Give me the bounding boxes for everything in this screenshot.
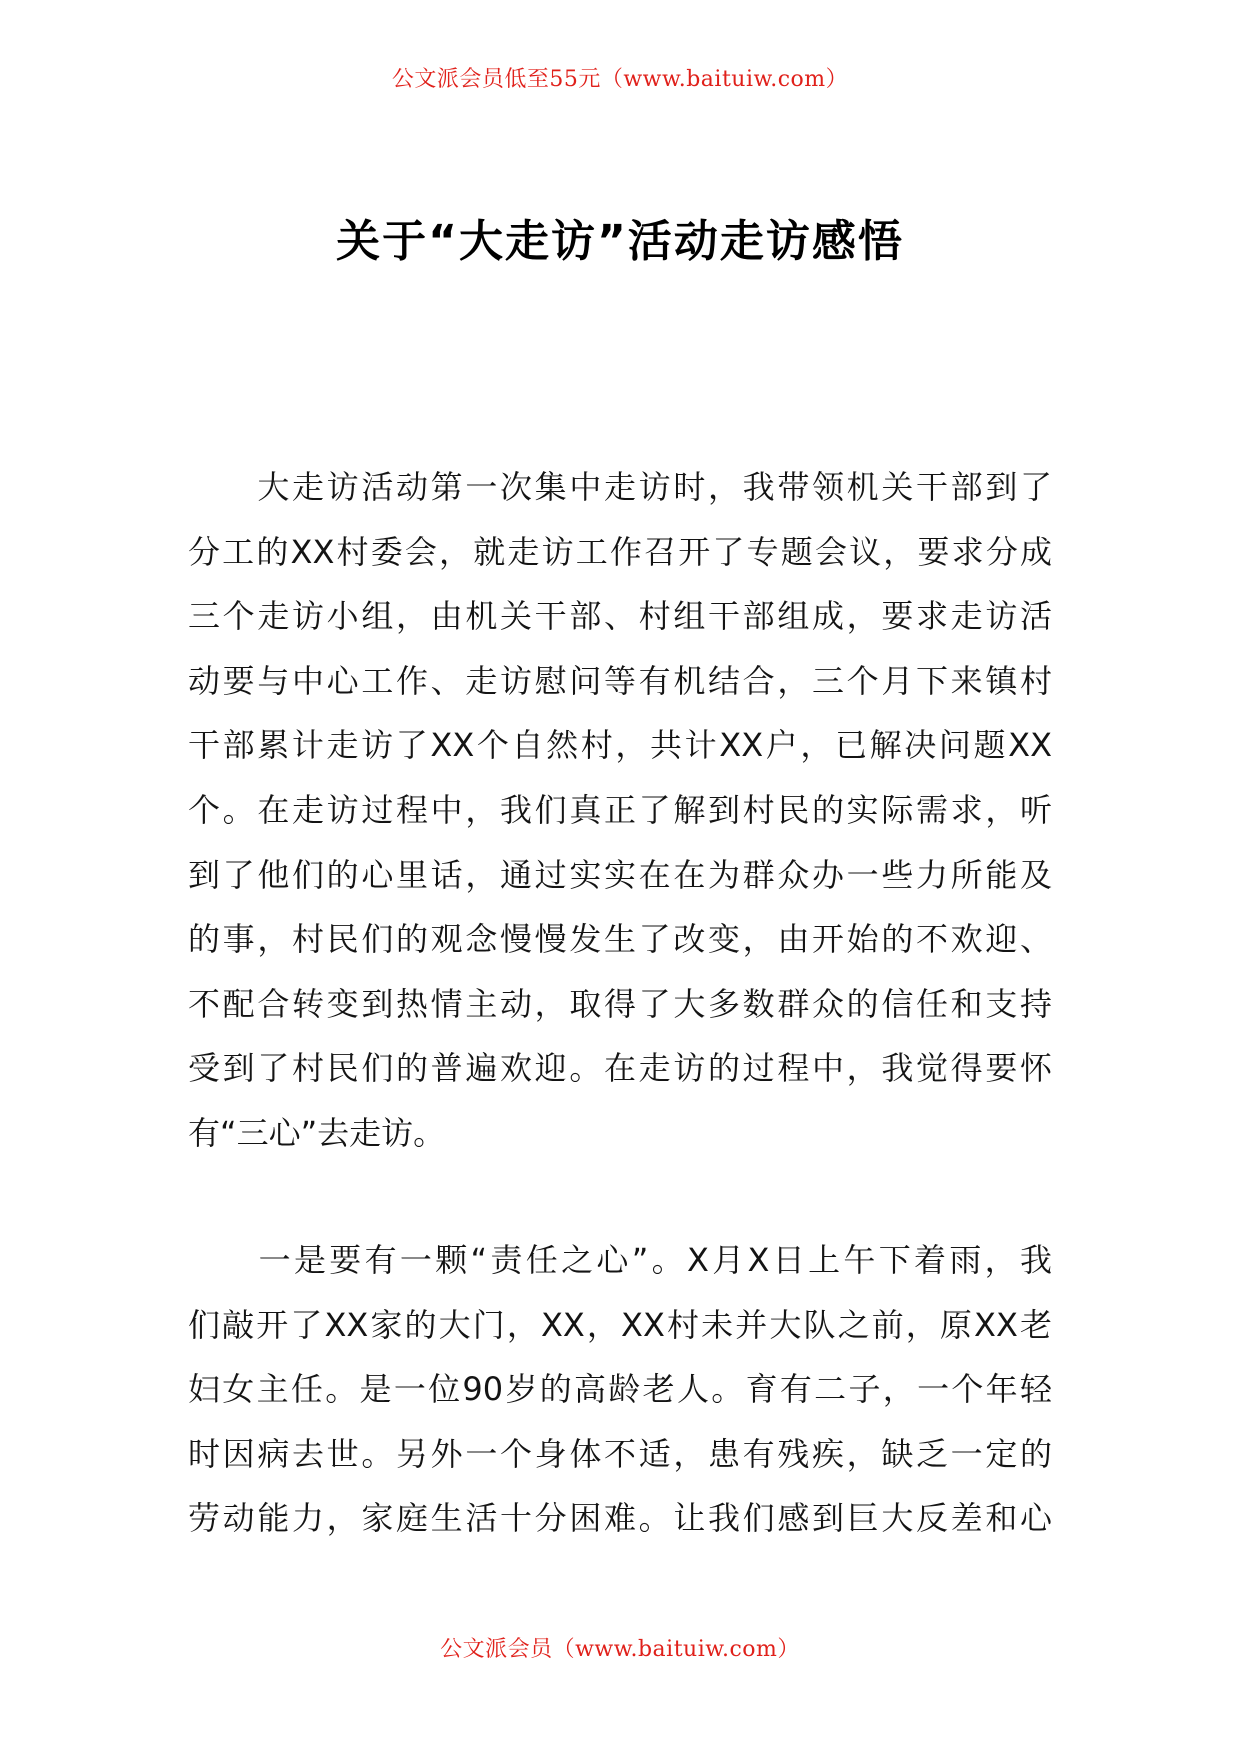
paragraph-line: 劳动能力，家庭生活十分困难。让我们感到巨大反差和心 [188, 1499, 1052, 1538]
paragraph-line: 不配合转变到热情主动，取得了大多数群众的信任和支持 [188, 984, 1052, 1023]
paragraph-line: 干部累计走访了XX个自然村，共计XX户，已解决问题XX [188, 726, 1052, 765]
paragraph-1 [188, 455, 1052, 1166]
paragraph-line: 受到了村民们的普遍欢迎。在走访的过程中，我觉得要怀 [188, 1049, 1052, 1088]
paragraph-line: 三个走访小组，由机关干部、村组干部组成，要求走访活 [188, 597, 1052, 636]
paragraph-line: 妇女主任。是一位90岁的高龄老人。育有二子，一个年轻 [188, 1370, 1052, 1409]
paragraph-line: 大走访活动第一次集中走访时，我带领机关干部到了 [188, 468, 1052, 506]
paragraph-line: 有“三心”去走访。 [188, 1113, 446, 1152]
paragraph-2 [188, 1228, 1052, 1551]
paragraph-line: 时因病去世。另外一个身体不适，患有残疾，缺乏一定的 [188, 1434, 1052, 1473]
paragraph-line: 个。在走访过程中，我们真正了解到村民的实际需求，听 [188, 790, 1052, 829]
document-title: 关于“大走访”活动走访感悟 [336, 216, 904, 267]
footer-banner-link[interactable]: 公文派会员（www.baituiw.com） [440, 1637, 800, 1662]
header-banner-link[interactable]: 公文派会员低至55元（www.baituiw.com） [391, 67, 849, 92]
paragraph-line: 分工的XX村委会，就走访工作召开了专题会议，要求分成 [188, 532, 1052, 571]
paragraph-line: 的事，村民们的观念慢慢发生了改变，由开始的不欢迎、 [188, 920, 1052, 959]
paragraph-line: 一是要有一颗“责任之心”。X月X日上午下着雨，我 [188, 1241, 1052, 1279]
paragraph-line: 动要与中心工作、走访慰问等有机结合，三个月下来镇村 [188, 661, 1052, 700]
paragraph-line: 们敲开了XX家的大门，XX，XX村未并大队之前，原XX老 [188, 1305, 1052, 1344]
paragraph-line: 到了他们的心里话，通过实实在在为群众办一些力所能及 [188, 855, 1052, 894]
